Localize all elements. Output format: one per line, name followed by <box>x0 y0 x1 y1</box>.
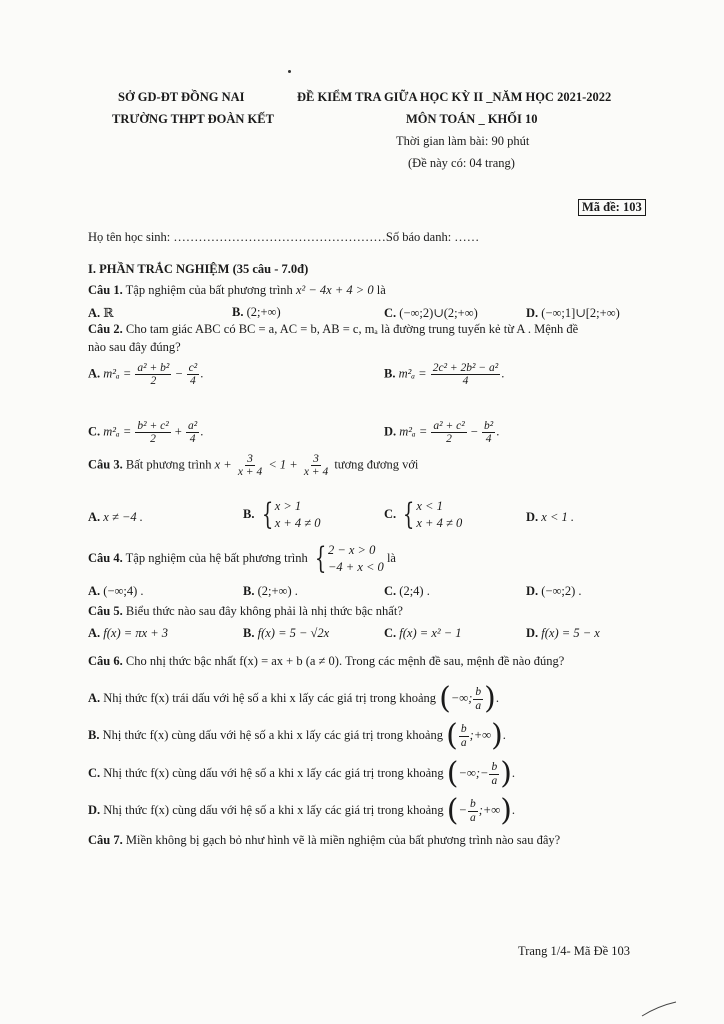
question-text: Bất phương trình <box>125 457 212 472</box>
q6-option-c[interactable]: C. Nhị thức f(x) cùng dấu với hệ số a khi x lấy các giá trị trong khoảng (−∞;− $\frac{b}{a}$ ). <box>88 756 516 791</box>
question-text: Cho tam giác ABC có BC = a, AC = b, AB = c, mₐ là đường trung tuyến kẻ từ A . Mệnh đề <box>125 322 579 336</box>
q2-option-c[interactable]: C. m²ₐ = $\frac{\text{b² + c²}}{2}$ + $\frac{\text{a²}}{4}$ . <box>88 420 204 446</box>
header-dept: SỞ GD-ĐT ĐỒNG NAI <box>118 90 245 104</box>
header-school: TRƯỜNG THPT ĐOÀN KẾT <box>112 112 274 126</box>
page-footer: Trang 1/4- Mã Đề 103 <box>518 944 631 958</box>
q2-option-d[interactable]: D. m²ₐ = $\frac{\text{a² + c²}}{2}$ − $\frac{\text{b²}}{4}$ . <box>384 420 500 446</box>
question-tail: là <box>376 283 386 297</box>
q4-option-c[interactable]: C. (2;4) . <box>384 584 430 598</box>
question-label: Câu 2. <box>88 322 123 336</box>
question-2-line2: nào sau đây đúng? <box>88 340 181 354</box>
question-label: Câu 6. <box>88 654 123 668</box>
exam-code-box: Mã đề: 103 <box>578 199 646 216</box>
question-label: Câu 4. <box>88 550 123 565</box>
question-label: Câu 1. <box>88 283 123 297</box>
question-text: Tập nghiệm của hệ bất phương trình <box>125 550 308 565</box>
q3-option-a[interactable]: A. x ≠ −4 . <box>88 510 143 524</box>
q1-option-b[interactable]: B. (2;+∞) <box>232 305 281 319</box>
q6-option-b[interactable]: B. Nhị thức f(x) cùng dấu với hệ số a khi x lấy các giá trị trong khoảng ( $\frac{b}{a}$ ;+∞). <box>88 718 506 753</box>
question-6 <box>88 654 564 669</box>
q5-option-c[interactable]: C. f(x) = x² − 1 <box>384 626 462 640</box>
section-title: I. PHẦN TRẮC NGHIỆM (35 câu - 7.0đ) <box>88 262 309 276</box>
q3-option-d[interactable]: D. x < 1 . <box>526 510 575 524</box>
question-label: Câu 3. <box>88 457 123 472</box>
question-7 <box>88 833 560 848</box>
question-3: Câu 3. Bất phương trình x + $\frac{3}{x + 4}$ < 1 + $\frac{3}{x + 4}$ tương đương với <box>88 453 419 479</box>
student-info-line: Họ tên học sinh: ……………………………………………Số báo danh: …… <box>88 230 480 244</box>
q5-option-d[interactable]: D. f(x) = 5 − x <box>526 626 600 640</box>
q3-option-c[interactable]: C. { x < 1 x + 4 ≠ 0 <box>384 496 463 532</box>
q4-option-a[interactable]: A. (−∞;4) . <box>88 584 144 598</box>
question-text: Biểu thức nào sau đây không phải là nhị thức bậc nhất? <box>125 604 403 618</box>
q1-option-a[interactable]: A. ℝ <box>88 306 114 320</box>
question-1 <box>88 283 386 298</box>
math-expr: x² − 4x + 4 > 0 <box>295 283 374 297</box>
question-text: Cho nhị thức bậc nhất f(x) = ax + b (a ≠ 0). Trong các mệnh đề sau, mệnh đề nào đúng? <box>125 654 565 668</box>
question-text: Miền không bị gạch bỏ như hình vẽ là miền nghiệm của bất phương trình nào sau đây? <box>125 833 561 847</box>
question-5 <box>88 604 403 619</box>
q5-option-b[interactable]: B. f(x) = 5 − √2x <box>243 626 330 640</box>
question-2 <box>88 322 578 337</box>
question-4: Câu 4. Tập nghiệm của hệ bất phương trình { 2 − x > 0 −4 + x < 0 là <box>88 540 396 576</box>
q6-option-a[interactable]: A. Nhị thức f(x) trái dấu với hệ số a khi x lấy các giá trị trong khoảng (−∞; $\frac{b}{a}$ ). <box>88 681 499 716</box>
q2-option-a[interactable]: A. m²ₐ = $\frac{\text{a² + b²}}{2}$ − $\frac{\text{c²}}{4}$ . <box>88 362 204 388</box>
pen-stroke-mark <box>640 1000 680 1020</box>
q1-option-d[interactable]: D. (−∞;1]∪[2;+∞) <box>526 306 620 320</box>
question-label: Câu 5. <box>88 604 123 618</box>
q5-option-a[interactable]: A. f(x) = πx + 3 <box>88 626 169 640</box>
q6-option-d[interactable]: D. Nhị thức f(x) cùng dấu với hệ số a khi x lấy các giá trị trong khoảng (− $\frac{b}{a}$ ;+∞). <box>88 793 516 828</box>
q2-option-b[interactable]: B. m²ₐ = $\frac{\text{2c² + 2b² − a²}}{4}$ . <box>384 362 505 388</box>
q3-option-b[interactable]: B. { x > 1 x + 4 ≠ 0 <box>243 496 321 532</box>
question-label: Câu 7. <box>88 833 123 847</box>
header-exam-title: ĐỀ KIỂM TRA GIỮA HỌC KỲ II _NĂM HỌC 2021-2022 <box>297 90 612 104</box>
q1-option-c[interactable]: C. (−∞;2)∪(2;+∞) <box>384 306 478 320</box>
question-text: Tập nghiệm của bất phương trình <box>125 283 293 297</box>
q4-option-b[interactable]: B. (2;+∞) . <box>243 584 298 598</box>
q4-option-d[interactable]: D. (−∞;2) . <box>526 584 582 598</box>
header-subject: MÔN TOÁN _ KHỐI 10 <box>406 112 538 126</box>
header-pages: (Đề này có: 04 trang) <box>408 156 515 170</box>
scan-dot <box>288 70 291 73</box>
header-time: Thời gian làm bài: 90 phút <box>396 134 530 148</box>
